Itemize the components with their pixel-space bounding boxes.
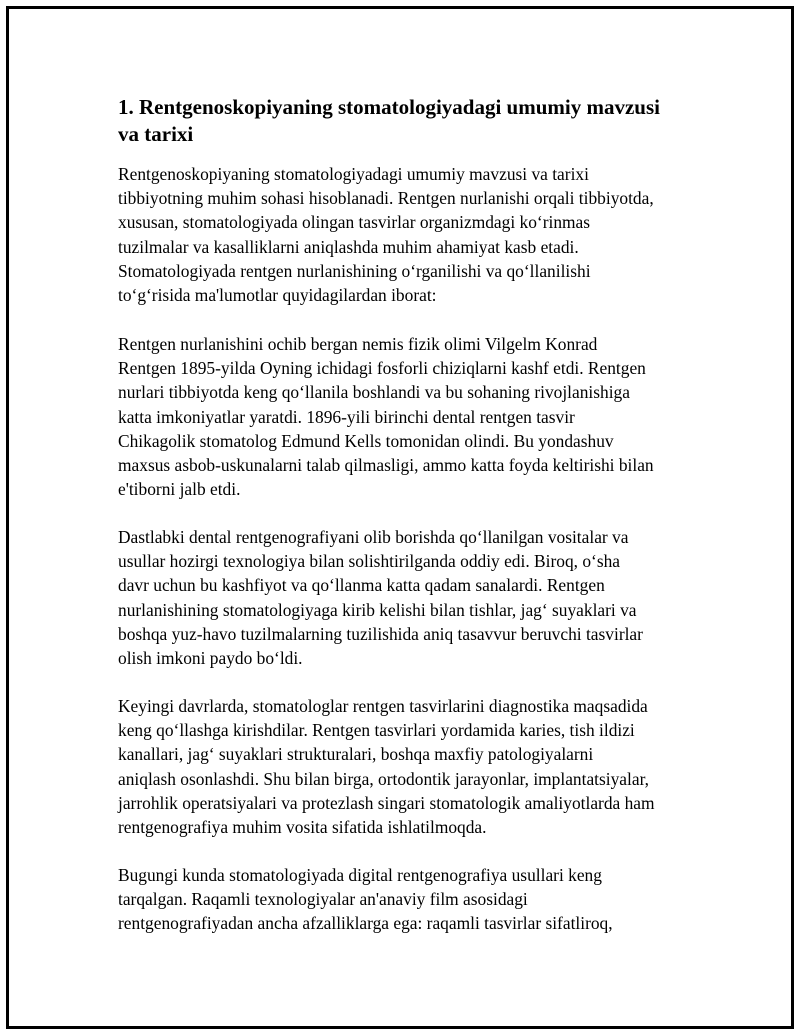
text-line: Bugungi kunda stomatologiyada digital rentgenografiya usullari keng — [118, 865, 602, 885]
text-line: rentgenografiya muhim vosita sifatida ishlatilmoqda. — [118, 817, 487, 838]
document-body — [118, 94, 684, 934]
text-line: Keyingi davrlarda, stomatologlar rentgen tasvirlarini diagnostika maqsadida — [118, 696, 648, 716]
text-line: tibbiyotning muhim sohasi hisoblanadi. Rentgen nurlanishi orqali tibbiyotda, — [118, 188, 654, 209]
text-line: Stomatologiyada rentgen nurlanishining o‘rganilishi va qo‘llanilishi — [118, 260, 591, 281]
text-line: katta imkoniyatlar yaratdi. 1896-yili birinchi dental rentgen tasvir — [118, 406, 575, 427]
heading-line: 1. Rentgenoskopiyaning stomatologiyadagi umumiy mavzusi — [118, 95, 660, 119]
paragraph-discovery — [118, 332, 698, 501]
text-line: to‘g‘risida ma'lumotlar quyidagilardan iborat: — [118, 285, 437, 306]
text-line: Rentgenoskopiyaning stomatologiyadagi umumiy mavzusi va tarixi — [118, 164, 589, 184]
paragraph-digital — [118, 863, 698, 936]
text-line: tarqalgan. Raqamli texnologiyalar an'anaviy film asosidagi — [118, 889, 528, 910]
section-heading — [118, 94, 684, 148]
text-line: xususan, stomatologiyada olingan tasvirlar organizmdagi ko‘rinmas — [118, 212, 591, 233]
text-line: Rentgen nurlanishini ochib bergan nemis fizik olimi Vilgelm Konrad — [118, 334, 598, 354]
text-line: maxsus asbob-uskunalarni talab qilmasligi, ammo katta foyda keltirishi bilan — [118, 455, 654, 476]
text-line: jarrohlik operatsiyalari va protezlash singari stomatologik amaliyotlarda ham — [118, 792, 655, 813]
text-line: boshqa yuz-havo tuzilmalarning tuzilishida aniq tasavvur beruvchi tasvirlar — [118, 623, 643, 644]
paragraph-early-methods — [118, 525, 698, 670]
paragraph-intro — [118, 162, 698, 307]
paragraph-diagnostics — [118, 694, 698, 839]
text-line: nurlari tibbiyotda keng qo‘llanila boshlandi va bu sohaning rivojlanishiga — [118, 382, 630, 403]
text-line: usullar hozirgi texnologiya bilan solishtirilganda oddiy edi. Biroq, o‘sha — [118, 551, 621, 572]
text-line: olish imkoni paydo bo‘ldi. — [118, 648, 303, 669]
text-line: tuzilmalar va kasalliklarni aniqlashda muhim ahamiyat kasb etadi. — [118, 236, 579, 257]
text-line: Rentgen 1895-yilda Oyning ichidagi fosforli chiziqlarni kashf etdi. Rentgen — [118, 358, 646, 379]
text-line: davr uchun bu kashfiyot va qo‘llanma katta qadam sanalardi. Rentgen — [118, 575, 605, 596]
text-line: nurlanishining stomatologiyaga kirib kelishi bilan tishlar, jag‘ suyaklari va — [118, 599, 637, 620]
heading-line: va tarixi — [118, 122, 194, 146]
text-line: keng qo‘llashga kirishdilar. Rentgen tasvirlari yordamida karies, tish ildizi — [118, 720, 635, 741]
text-line: aniqlash osonlashdi. Shu bilan birga, ortodontik jarayonlar, implantatsiyalar, — [118, 768, 650, 789]
text-line: kanallari, jag‘ suyaklari strukturalari, boshqa maxfiy patologiyalarni — [118, 744, 594, 765]
text-line: Dastlabki dental rentgenografiyani olib borishda qo‘llanilgan vositalar va — [118, 527, 629, 547]
text-line: rentgenografiyadan ancha afzalliklarga ega: raqamli tasvirlar sifatliroq, — [118, 913, 613, 934]
text-line: e'tiborni jalb etdi. — [118, 479, 241, 500]
text-line: Chikagolik stomatolog Edmund Kells tomonidan olindi. Bu yondashuv — [118, 430, 614, 451]
